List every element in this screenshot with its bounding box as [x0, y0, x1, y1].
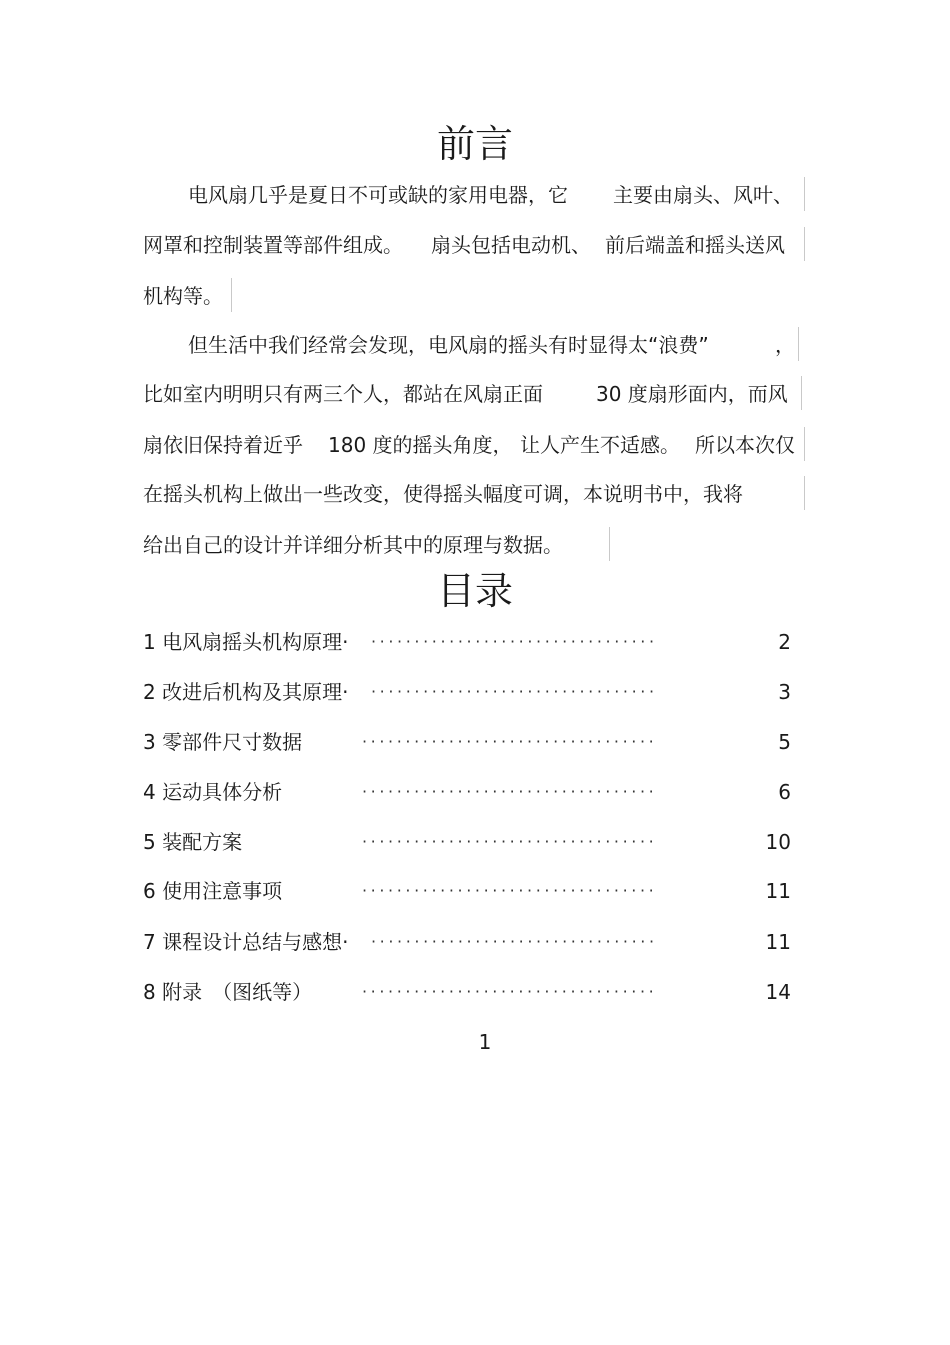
preface-p1-line-3 [143, 282, 243, 322]
text-run: 比如室内明明只有两三个人，都站在风扇正面 [143, 382, 543, 406]
toc-item[interactable] [143, 978, 793, 1008]
toc-leader-dots: ·································· [362, 982, 658, 1001]
toc-item-page: 10 [765, 830, 791, 854]
toc-item[interactable] [143, 877, 793, 907]
toc-item-label: 4 运动具体分析 [143, 780, 283, 804]
preface-p2-line-4 [143, 480, 808, 520]
text-run: 180 度的摇头角度， [328, 433, 513, 457]
toc-item-label: 8 附录 （图纸等） [143, 980, 313, 1004]
toc-item-page: 14 [765, 980, 791, 1004]
text-run: 给出自己的设计并详细分析其中的原理与数据。 [143, 533, 563, 557]
margin-rule [798, 327, 799, 361]
text-run: 30 度扇形面内，而风 [596, 382, 788, 406]
toc-leader-dots: ·································· [362, 832, 658, 851]
toc-item-page: 3 [778, 680, 791, 704]
toc-item-label: 7 课程设计总结与感想· [143, 930, 349, 954]
toc-title: 目录 [436, 569, 513, 613]
toc-item-label: 1 电风扇摇头机构原理· [143, 630, 349, 654]
toc-item-page: 2 [778, 630, 791, 654]
preface-p2-line-2 [143, 380, 808, 420]
toc-leader-dots: ·································· [362, 732, 658, 751]
margin-rule [801, 376, 802, 410]
toc-item-page: 11 [765, 930, 791, 954]
preface-title: 前言 [436, 122, 513, 166]
toc-item[interactable] [143, 728, 793, 758]
text-run: 让人产生不适感。 [520, 433, 680, 457]
margin-rule [231, 278, 232, 312]
toc-item[interactable] [143, 828, 793, 858]
toc-item[interactable] [143, 928, 793, 958]
toc-leader-dots: ································· [371, 682, 658, 701]
toc-leader-dots: ································· [371, 632, 658, 651]
toc-item-label: 2 改进后机构及其原理· [143, 680, 349, 704]
text-run: 在摇头机构上做出一些改变，使得摇头幅度可调，本说明书中，我将 [143, 482, 743, 506]
toc-item[interactable] [143, 778, 793, 808]
margin-rule [804, 476, 805, 510]
margin-rule [609, 527, 610, 561]
toc-leader-dots: ·································· [362, 782, 658, 801]
toc-item[interactable] [143, 678, 793, 708]
margin-rule [804, 227, 805, 261]
text-run: 但生活中我们经常会发现，电风扇的摇头有时显得太“浪费” [188, 333, 709, 357]
preface-p2-line-5 [143, 531, 613, 571]
toc-leader-dots: ································· [371, 932, 658, 951]
toc-item-label: 3 零部件尺寸数据 [143, 730, 303, 754]
text-run: 机构等。 [143, 284, 223, 308]
text-run: 扇依旧保持着近乎 [143, 433, 303, 457]
toc-item-label: 6 使用注意事项 [143, 879, 283, 903]
toc-leader-dots: ·································· [362, 881, 658, 900]
margin-rule [804, 427, 805, 461]
preface-p1-line-2 [143, 231, 808, 271]
text-run: 前后端盖和摇头送风 [605, 233, 785, 257]
margin-rule [804, 177, 805, 211]
text-run: 所以本次仅 [695, 433, 795, 457]
text-run: 扇头包括电动机、 [431, 233, 591, 257]
text-run: ， [775, 333, 795, 357]
preface-p1-line-1 [143, 181, 808, 221]
toc-item-label: 5 装配方案 [143, 830, 243, 854]
text-run: 网罩和控制装置等部件组成。 [143, 233, 403, 257]
preface-p2-line-3 [143, 431, 808, 471]
toc-item-page: 5 [778, 730, 791, 754]
text-run: 主要由扇头、风叶、 [613, 183, 793, 207]
preface-p2-line-1 [143, 331, 803, 371]
page-number: 1 [478, 1030, 492, 1054]
text-run: 电风扇几乎是夏日不可或缺的家用电器，它 [188, 183, 568, 207]
toc-item[interactable] [143, 628, 793, 658]
toc-item-page: 6 [778, 780, 791, 804]
toc-item-page: 11 [765, 879, 791, 903]
